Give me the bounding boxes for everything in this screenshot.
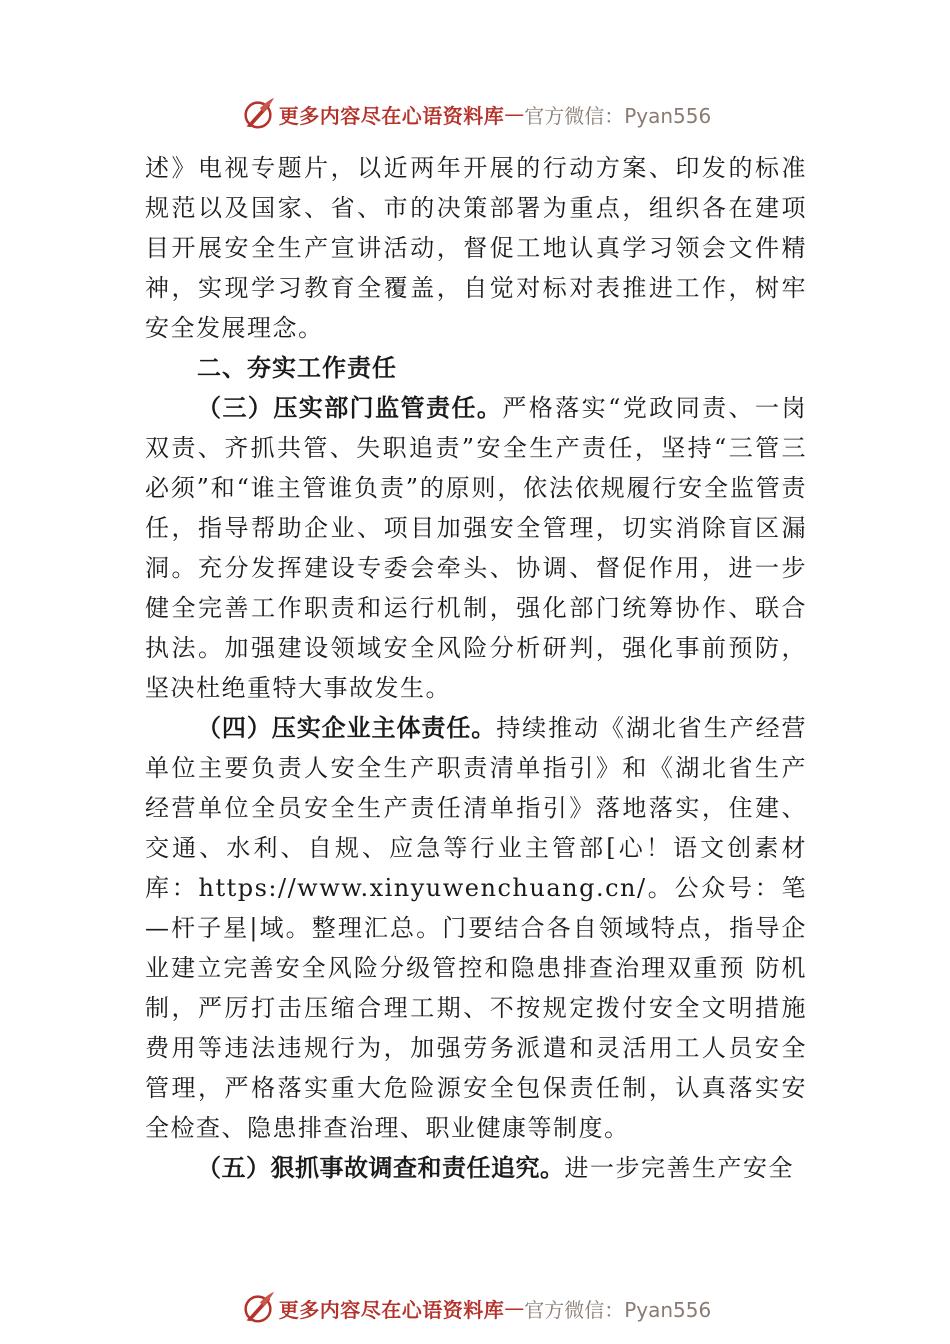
footer-banner bbox=[0, 1288, 950, 1328]
footer-brand-text: 更多内容尽在心语资料库 bbox=[278, 1297, 505, 1322]
paragraph-section-3 bbox=[145, 388, 807, 708]
section-4-text-b: 。公众号：笔—杆子星|域。整理汇总。门要结合各自领域特点，指导企业建立完善安全风险分级管控和隐患排查治理双重预 防机制，严厉打击压缩合理工期、不按规定拨付安全文明措施费用等违法违规行为，加强劳务派遣和灵活用工人员安全管理，严格落实重大危险源安全包保责任制，认真落实安全检查、隐患排查治理、职业健康等制度。 bbox=[145, 874, 808, 1142]
section-5-text: 进一步完善生产安全 bbox=[564, 1154, 794, 1182]
footer-contact-text: 官方微信：Pyan556 bbox=[524, 1297, 712, 1322]
section-3-title: （三）压实部门监管责任。 bbox=[197, 394, 503, 422]
header-banner bbox=[0, 94, 950, 134]
document-body bbox=[145, 148, 807, 1188]
section-heading-2: 二、夯实工作责任 bbox=[197, 354, 397, 382]
paragraph-intro: 述》电视专题片，以近两年开展的行动方案、印发的标准规范以及国家、省、市的决策部署为重点，组织各在建项目开展安全生产宣讲活动，督促工地认真学习领会文件精神，实现学习教育全覆盖，自觉对标对表推进工作，树牢安全发展理念。 bbox=[145, 154, 807, 342]
paragraph-section-4 bbox=[145, 708, 807, 1148]
header-dash: — bbox=[504, 102, 525, 126]
quill-logo-icon bbox=[239, 1289, 277, 1327]
section-5-title: （五）狠抓事故调查和责任追究。 bbox=[197, 1154, 565, 1182]
section-4-text-a: 持续推动《湖北省生产经营单位主要负责人安全生产职责清单指引》和《湖北省生产经营单位全员安全生产责任清单指引》落地落实，住建、交通、水利、自规、应急等行业主管部[心！语文创素材库： bbox=[145, 714, 808, 902]
section-4-url: https://www.xinyuwenchuang.cn/ bbox=[198, 874, 647, 902]
quill-logo-icon bbox=[239, 95, 277, 133]
header-brand-text: 更多内容尽在心语资料库 bbox=[278, 103, 505, 128]
paragraph-section-5 bbox=[145, 1148, 807, 1188]
section-4-title: （四）压实企业主体责任。 bbox=[197, 714, 497, 742]
footer-dash: — bbox=[504, 1296, 525, 1320]
header-contact-text: 官方微信：Pyan556 bbox=[524, 103, 712, 128]
section-3-text: 严格落实“党政同责、一岗双责、齐抓共管、失职追责”安全生产责任，坚持“三管三必须”和“谁主管谁负责”的原则，依法依规履行安全监管责任，指导帮助企业、项目加强安全管理，切实消除盲区漏洞。充分发挥建设专委会牵头、协调、督促作用，进一步健全完善工作职责和运行机制，强化部门统筹协作、联合执法。加强建设领域安全风险分析研判，强化事前预防，坚决杜绝重特大事故发生。 bbox=[145, 394, 807, 702]
